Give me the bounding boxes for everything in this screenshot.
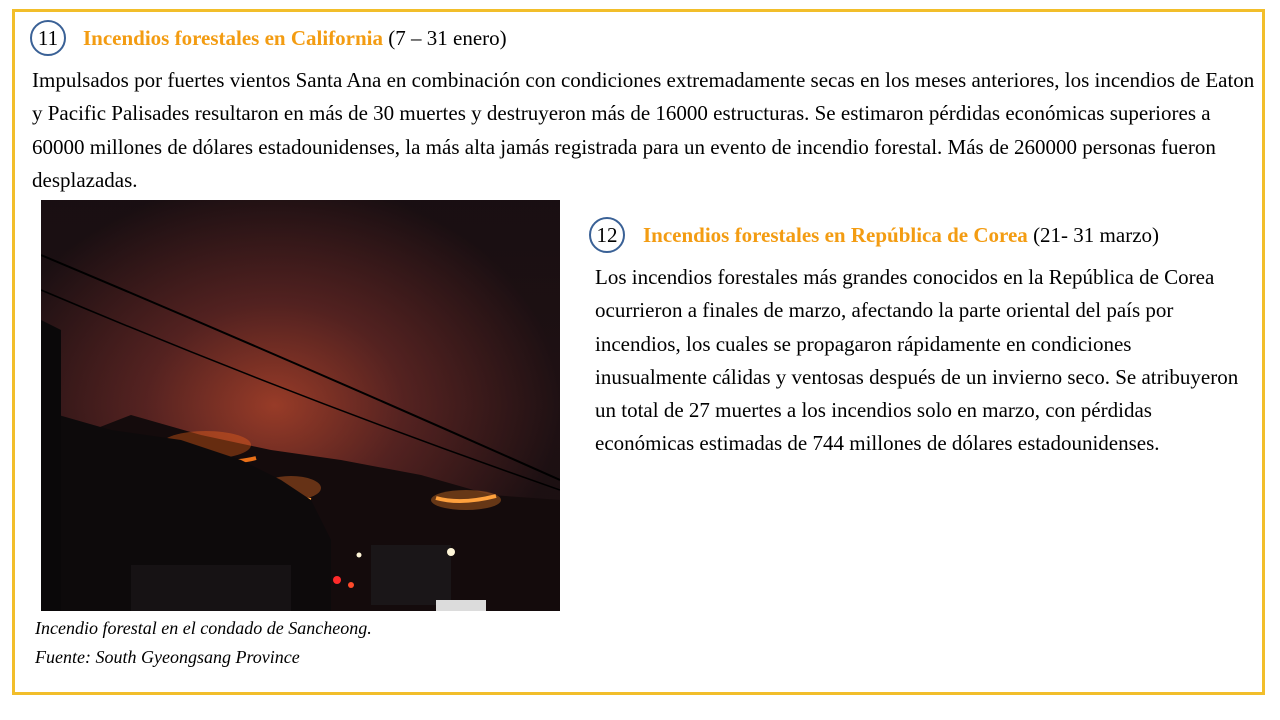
- section-body: Los incendios forestales más grandes conocidos en la República de Corea ocurrieron a finales de marzo, afectando la parte oriental del país por incendios, los cuales se propagaron rápidamente en condiciones inusualmente cálidas y ventosas después de un invierno seco. Se atribuyeron un total de 27 muertes a los incendios solo en marzo, con pérdidas económicas estimadas de 744 millones de dólares estadounidenses.: [595, 265, 1239, 456]
- section-dates: (21- 31 marzo): [1027, 223, 1160, 247]
- photo-caption: Incendio forestal en el condado de Sancheong.: [35, 618, 372, 638]
- section-dates: (7 – 31 enero): [383, 26, 507, 50]
- section-body: Impulsados por fuertes vientos Santa Ana en combinación con condiciones extremadamente secas en los meses anteriores, los incendios de Eaton y Pacific Palisades resultaron en más de 30 muertes y destruyeron más de 16000 estructuras. Se estimaron pérdidas económicas superiores a 60000 millones de dólares estadounidenses, la más alta jamás registrada para un evento de incendio forestal. Más de 260000 personas fueron desplazadas.: [32, 68, 1255, 192]
- section-heading: [643, 225, 1159, 246]
- photo-source: Fuente: South Gyeongsang Province: [35, 647, 300, 667]
- wildfire-photo: [41, 200, 560, 611]
- section-heading: [83, 28, 507, 49]
- section-title: Incendios forestales en República de Corea: [643, 223, 1028, 247]
- section-number-badge: 11: [30, 20, 66, 56]
- section-title: Incendios forestales en California: [83, 26, 384, 50]
- section-number-badge: 12: [589, 217, 625, 253]
